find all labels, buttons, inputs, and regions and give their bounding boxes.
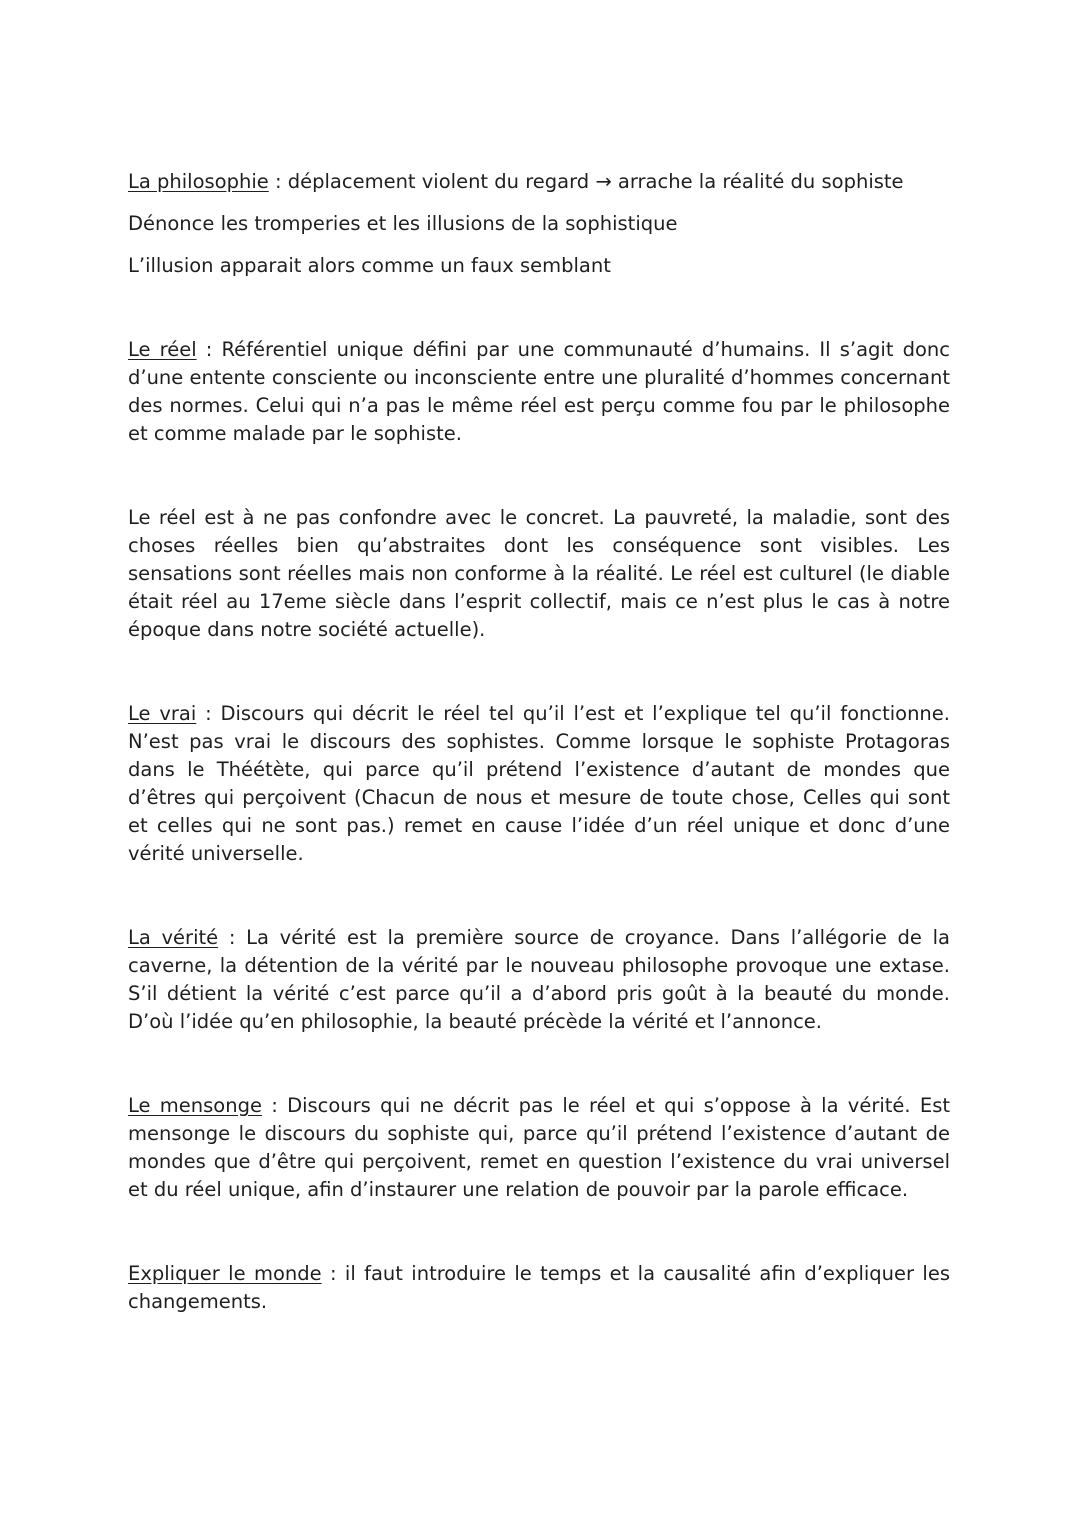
definition-verite <box>128 924 950 1036</box>
paragraph-reel-concret <box>128 504 950 644</box>
document-page <box>128 168 950 1316</box>
definition-text: Discours qui décrit le réel tel qu’il l’est et l’explique tel qu’il fonctionne. N’est pas vrai le discours des sophistes. Comme lorsque le sophiste Protagoras dans le Théétète, qui parce qu’il prétend l’existence d’autant de mondes que d’êtres qui perçoivent (Chacun de nous et mesure de toute chose, Celles qui sont et celles qui ne sont pas.) remet en cause l’idée d’un réel unique et donc d’une vérité universelle. <box>128 702 950 865</box>
separator: : <box>218 926 247 949</box>
definition-text: Discours qui ne décrit pas le réel et qui s’oppose à la vérité. Est mensonge le discours du sophiste qui, parce qu’il prétend l’existence d’autant de mondes que d’être qui perçoivent, remet en question l’existence du vrai universel et du réel unique, afin d’instaurer une relation de pouvoir par la parole efficace. <box>128 1094 950 1201</box>
paragraph-text: Le réel est à ne pas confondre avec le concret. La pauvreté, la maladie, sont des choses réelles bien qu’abstraites dont les conséquence sont visibles. Les sensations sont réelles mais non conforme à la réalité. Le réel est culturel (le diable était réel au 17eme siècle dans l’esprit collectif, mais ce n’est plus le cas à notre époque dans notre société actuelle). <box>128 506 950 641</box>
separator: : <box>261 1094 288 1117</box>
paragraph-illusion <box>128 252 950 280</box>
term-expliquer-le-monde: Expliquer le monde <box>128 1262 322 1285</box>
term-philosophie: La philosophie <box>128 170 269 193</box>
definition-reel <box>128 336 950 448</box>
definition-expliquer-le-monde <box>128 1260 950 1316</box>
definition-vrai <box>128 700 950 868</box>
definition-philosophie <box>128 168 950 196</box>
separator: : <box>196 338 222 361</box>
paragraph-denonce <box>128 210 950 238</box>
definition-text: il faut introduire le temps et la causalité afin d’expliquer les changements. <box>128 1262 950 1313</box>
definition-text: déplacement violent du regard → arrache la réalité du sophiste <box>287 170 904 193</box>
term-verite: La vérité <box>128 926 219 949</box>
term-vrai: Le vrai <box>128 702 197 725</box>
paragraph-text: Dénonce les tromperies et les illusions de la sophistique <box>128 212 678 235</box>
term-reel: Le réel <box>128 338 197 361</box>
definition-mensonge <box>128 1092 950 1204</box>
term-mensonge: Le mensonge <box>128 1094 262 1117</box>
separator: : <box>196 702 221 725</box>
separator: : <box>268 170 288 193</box>
definition-text: La vérité est la première source de croyance. Dans l’allégorie de la caverne, la détention de la vérité par le nouveau philosophe provoque une extase. S’il détient la vérité c’est parce qu’il a d’abord pris goût à la beauté du monde. D’où l’idée qu’en philosophie, la beauté précède la vérité et l’annonce. <box>128 926 950 1033</box>
definition-text: Référentiel unique défini par une communauté d’humains. Il s’agit donc d’une entente consciente ou inconsciente entre une pluralité d’hommes concernant des normes. Celui qui n’a pas le même réel est perçu comme fou par le philosophe et comme malade par le sophiste. <box>128 338 950 445</box>
paragraph-text: L’illusion apparait alors comme un faux semblant <box>128 254 611 277</box>
separator: : <box>321 1262 345 1285</box>
